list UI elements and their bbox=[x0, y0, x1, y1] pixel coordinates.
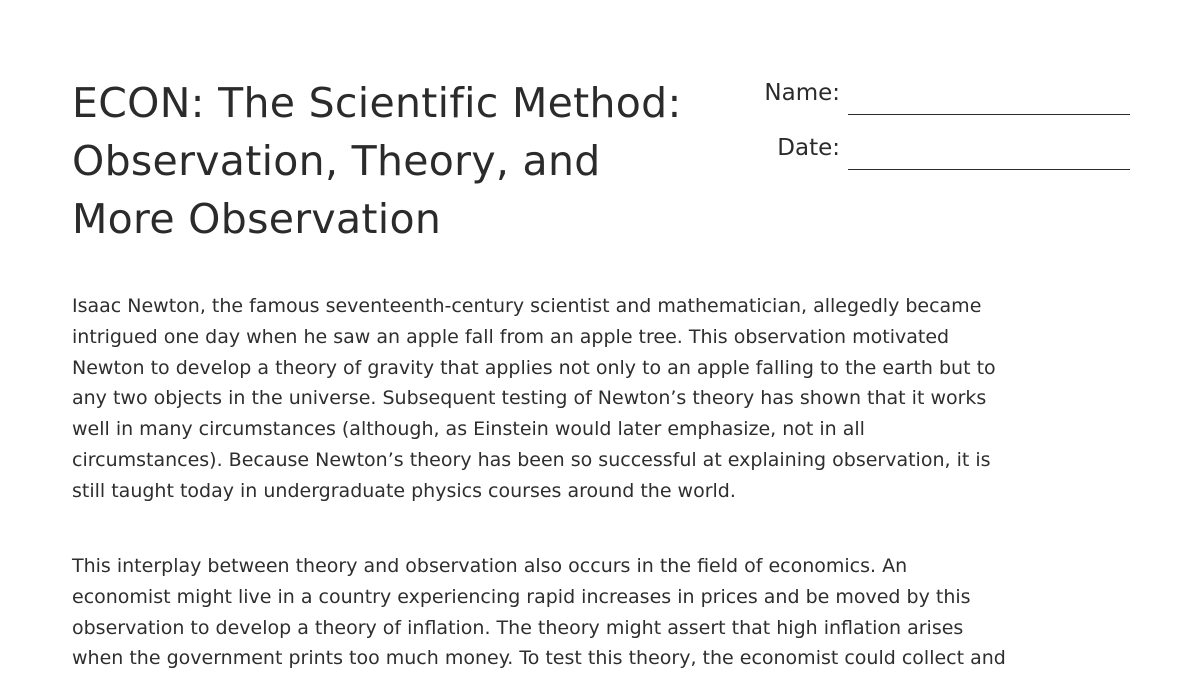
student-info-fields bbox=[740, 76, 1132, 186]
name-blank-line[interactable] bbox=[848, 114, 1130, 115]
title-line: More Observation bbox=[72, 195, 442, 243]
date-blank-line[interactable] bbox=[848, 169, 1130, 170]
paragraph-line: This interplay between theory and observation also occurs in the field of economics. An bbox=[72, 555, 908, 577]
paragraph-line: intrigued one day when he saw an apple fall from an apple tree. This observation motivated bbox=[72, 325, 950, 348]
date-field-row bbox=[740, 131, 1132, 186]
paragraph-line: still taught today in undergraduate physics courses around the world. bbox=[72, 479, 736, 502]
name-field-row bbox=[740, 76, 1132, 131]
title-line: ECON: The Scientific Method: bbox=[72, 79, 682, 127]
title-line: Observation, Theory, and bbox=[72, 137, 601, 185]
paragraph-line: observation to develop a theory of inflation. The theory might assert that high inflation arises bbox=[72, 616, 964, 639]
name-label: Name: bbox=[764, 80, 840, 106]
paragraph-line: economist might live in a country experiencing rapid increases in prices and be moved by this bbox=[72, 585, 971, 608]
paragraph-line: Newton to develop a theory of gravity that applies not only to an apple falling to the earth but to bbox=[72, 356, 996, 379]
paragraph-line: circumstances). Because Newton’s theory has been so successful at explaining observation, it is bbox=[72, 448, 991, 471]
page-title bbox=[72, 74, 722, 248]
date-label: Date: bbox=[777, 135, 840, 161]
paragraph-line: Isaac Newton, the famous seventeenth-century scientist and mathematician, allegedly became bbox=[72, 295, 982, 317]
paragraph-economics bbox=[72, 551, 1134, 674]
paragraph-line: when the government prints too much money. To test this theory, the economist could collect and bbox=[72, 647, 1006, 670]
paragraph-line: any two objects in the universe. Subsequent testing of Newton’s theory has shown that it works bbox=[72, 387, 987, 410]
paragraph-line: well in many circumstances (although, as Einstein would later emphasize, not in all bbox=[72, 418, 865, 441]
paragraph-newton bbox=[72, 291, 1134, 507]
